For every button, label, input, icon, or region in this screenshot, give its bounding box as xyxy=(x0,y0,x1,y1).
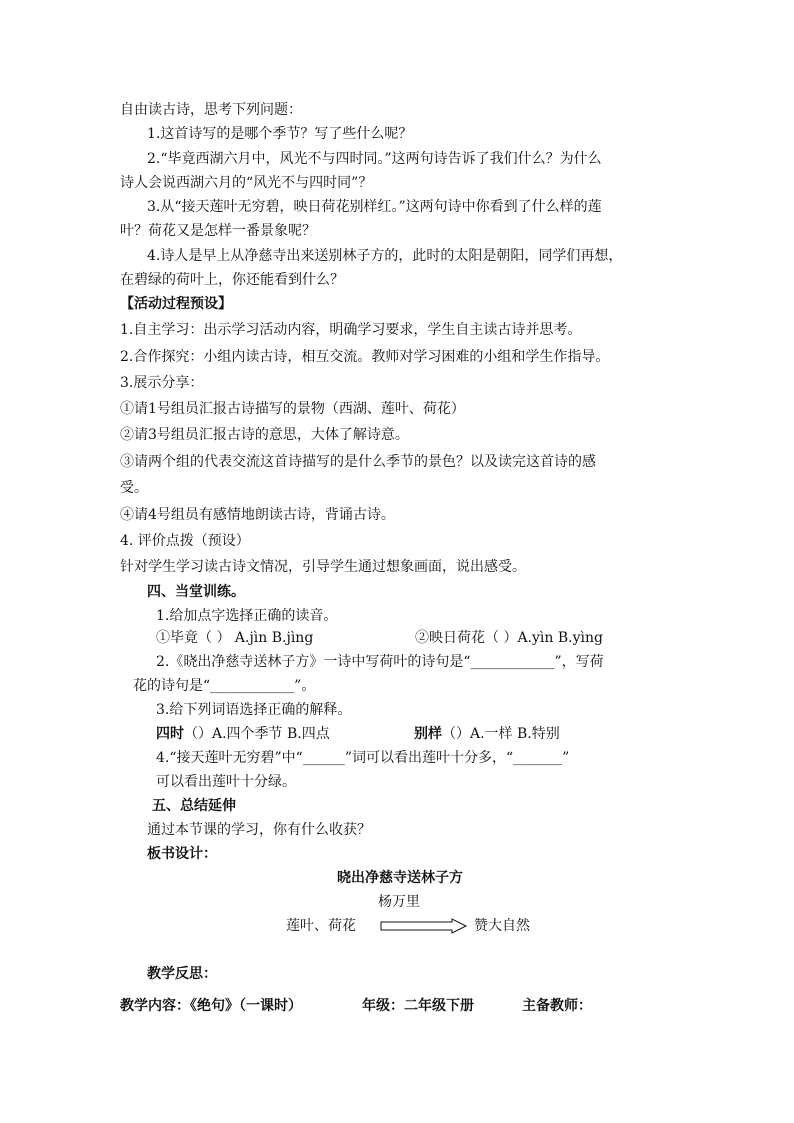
activity-item-4: ④请4号组员有感情地朗读古诗，背诵古诗。 xyxy=(120,507,395,523)
activity-item-2: ②请3号组员汇报古诗的意思，大体了解诗意。 xyxy=(120,427,409,443)
right-arrow-icon xyxy=(380,918,468,934)
summary-heading: 五、总结延伸 xyxy=(152,798,236,814)
term-bieyang-options: （）A.一样 B.特别 xyxy=(442,726,560,742)
training-q1a: ①毕竟（ ） A.jìn B.jìng xyxy=(156,630,314,646)
summary-text: 通过本节课的学习，你有什么收获？ xyxy=(147,822,371,838)
activity-guidance: 针对学生学习读古诗文情况，引导学生通过想象画面，说出感受。 xyxy=(120,559,526,575)
question-4a: 4.诗人是早上从净慈寺出来送别林子方的，此时的太阳是朝阳，同学们再想， xyxy=(147,248,623,264)
footer-content: 教学内容：《绝句》（一课时） xyxy=(120,998,302,1014)
training-q3a xyxy=(156,724,330,744)
activity-item-1: ①请1号组员汇报古诗描写的景物（西湖、莲叶、荷花） xyxy=(120,401,465,417)
question-3b: 叶？荷花又是怎样一番景象呢？ xyxy=(120,223,316,239)
question-2b: 诗人会说西湖六月的“风光不与四时同”？ xyxy=(120,175,373,191)
board-title: 晓出净慈寺送林子方 xyxy=(337,870,463,886)
training-q1: 1.给加点字选择正确的读音。 xyxy=(156,608,338,624)
board-left: 莲叶、荷花 xyxy=(286,918,356,934)
board-author: 杨万里 xyxy=(378,894,420,910)
training-q3b xyxy=(414,724,560,744)
training-q2a: 2.《晓出净慈寺送林子方》一诗中写荷叶的诗句是“____________”，写荷 xyxy=(156,654,604,670)
footer-grade: 年级：二年级下册 xyxy=(362,998,474,1014)
intro-text: 自由读古诗，思考下列问题： xyxy=(120,102,302,118)
board-heading: 板书设计： xyxy=(147,846,217,862)
footer-teacher: 主备教师： xyxy=(522,998,592,1014)
activity-item-3b: 受。 xyxy=(120,480,148,496)
training-heading: 四、当堂训练。 xyxy=(147,584,245,600)
activity-heading: 【活动过程预设】 xyxy=(120,296,232,312)
activity-step-2: 2.合作探究：小组内读古诗，相互交流。教师对学习困难的小组和学生作指导。 xyxy=(120,349,610,365)
training-q1b: ②映日荷花（ ）A.yìn B.yìng xyxy=(415,630,603,646)
question-2a: 2.“毕竟西湖六月中，风光不与四时同。”这两句诗告诉了我们什么？为什么 xyxy=(147,151,602,167)
activity-step-1: 1.自主学习：出示学习活动内容，明确学习要求，学生自主读古诗并思考。 xyxy=(120,322,582,338)
term-sishi-options: （）A.四个季节 B.四点 xyxy=(184,726,330,742)
term-bieyang: 别样 xyxy=(414,726,442,742)
activity-step-3: 3.展示分享： xyxy=(120,375,204,391)
training-q4b: 可以看出莲叶十分绿。 xyxy=(156,774,296,790)
board-right: 赞大自然 xyxy=(474,918,530,934)
training-q2b: 花的诗句是“____________”。 xyxy=(133,678,316,694)
activity-step-4: 4. 评价点拨（预设） xyxy=(120,533,250,549)
question-3a: 3.从“接天莲叶无穷碧，映日荷花别样红。”这两句诗中你看到了什么样的莲 xyxy=(147,199,602,215)
training-q3: 3.给下列词语选择正确的解释。 xyxy=(156,702,352,718)
term-sishi: 四时 xyxy=(156,726,184,742)
question-1: 1.这首诗写的是哪个季节？写了些什么呢？ xyxy=(147,126,413,142)
question-4b: 在碧绿的荷叶上，你还能看到什么？ xyxy=(120,272,344,288)
training-q4a: 4.“接天莲叶无穷碧”中“______”词可以看出莲叶十分多，“_______” xyxy=(156,750,570,766)
activity-item-3a: ③请两个组的代表交流这首诗描写的是什么季节的景色？以及读完这首诗的感 xyxy=(120,454,596,470)
reflection-heading: 教学反思： xyxy=(147,966,217,982)
